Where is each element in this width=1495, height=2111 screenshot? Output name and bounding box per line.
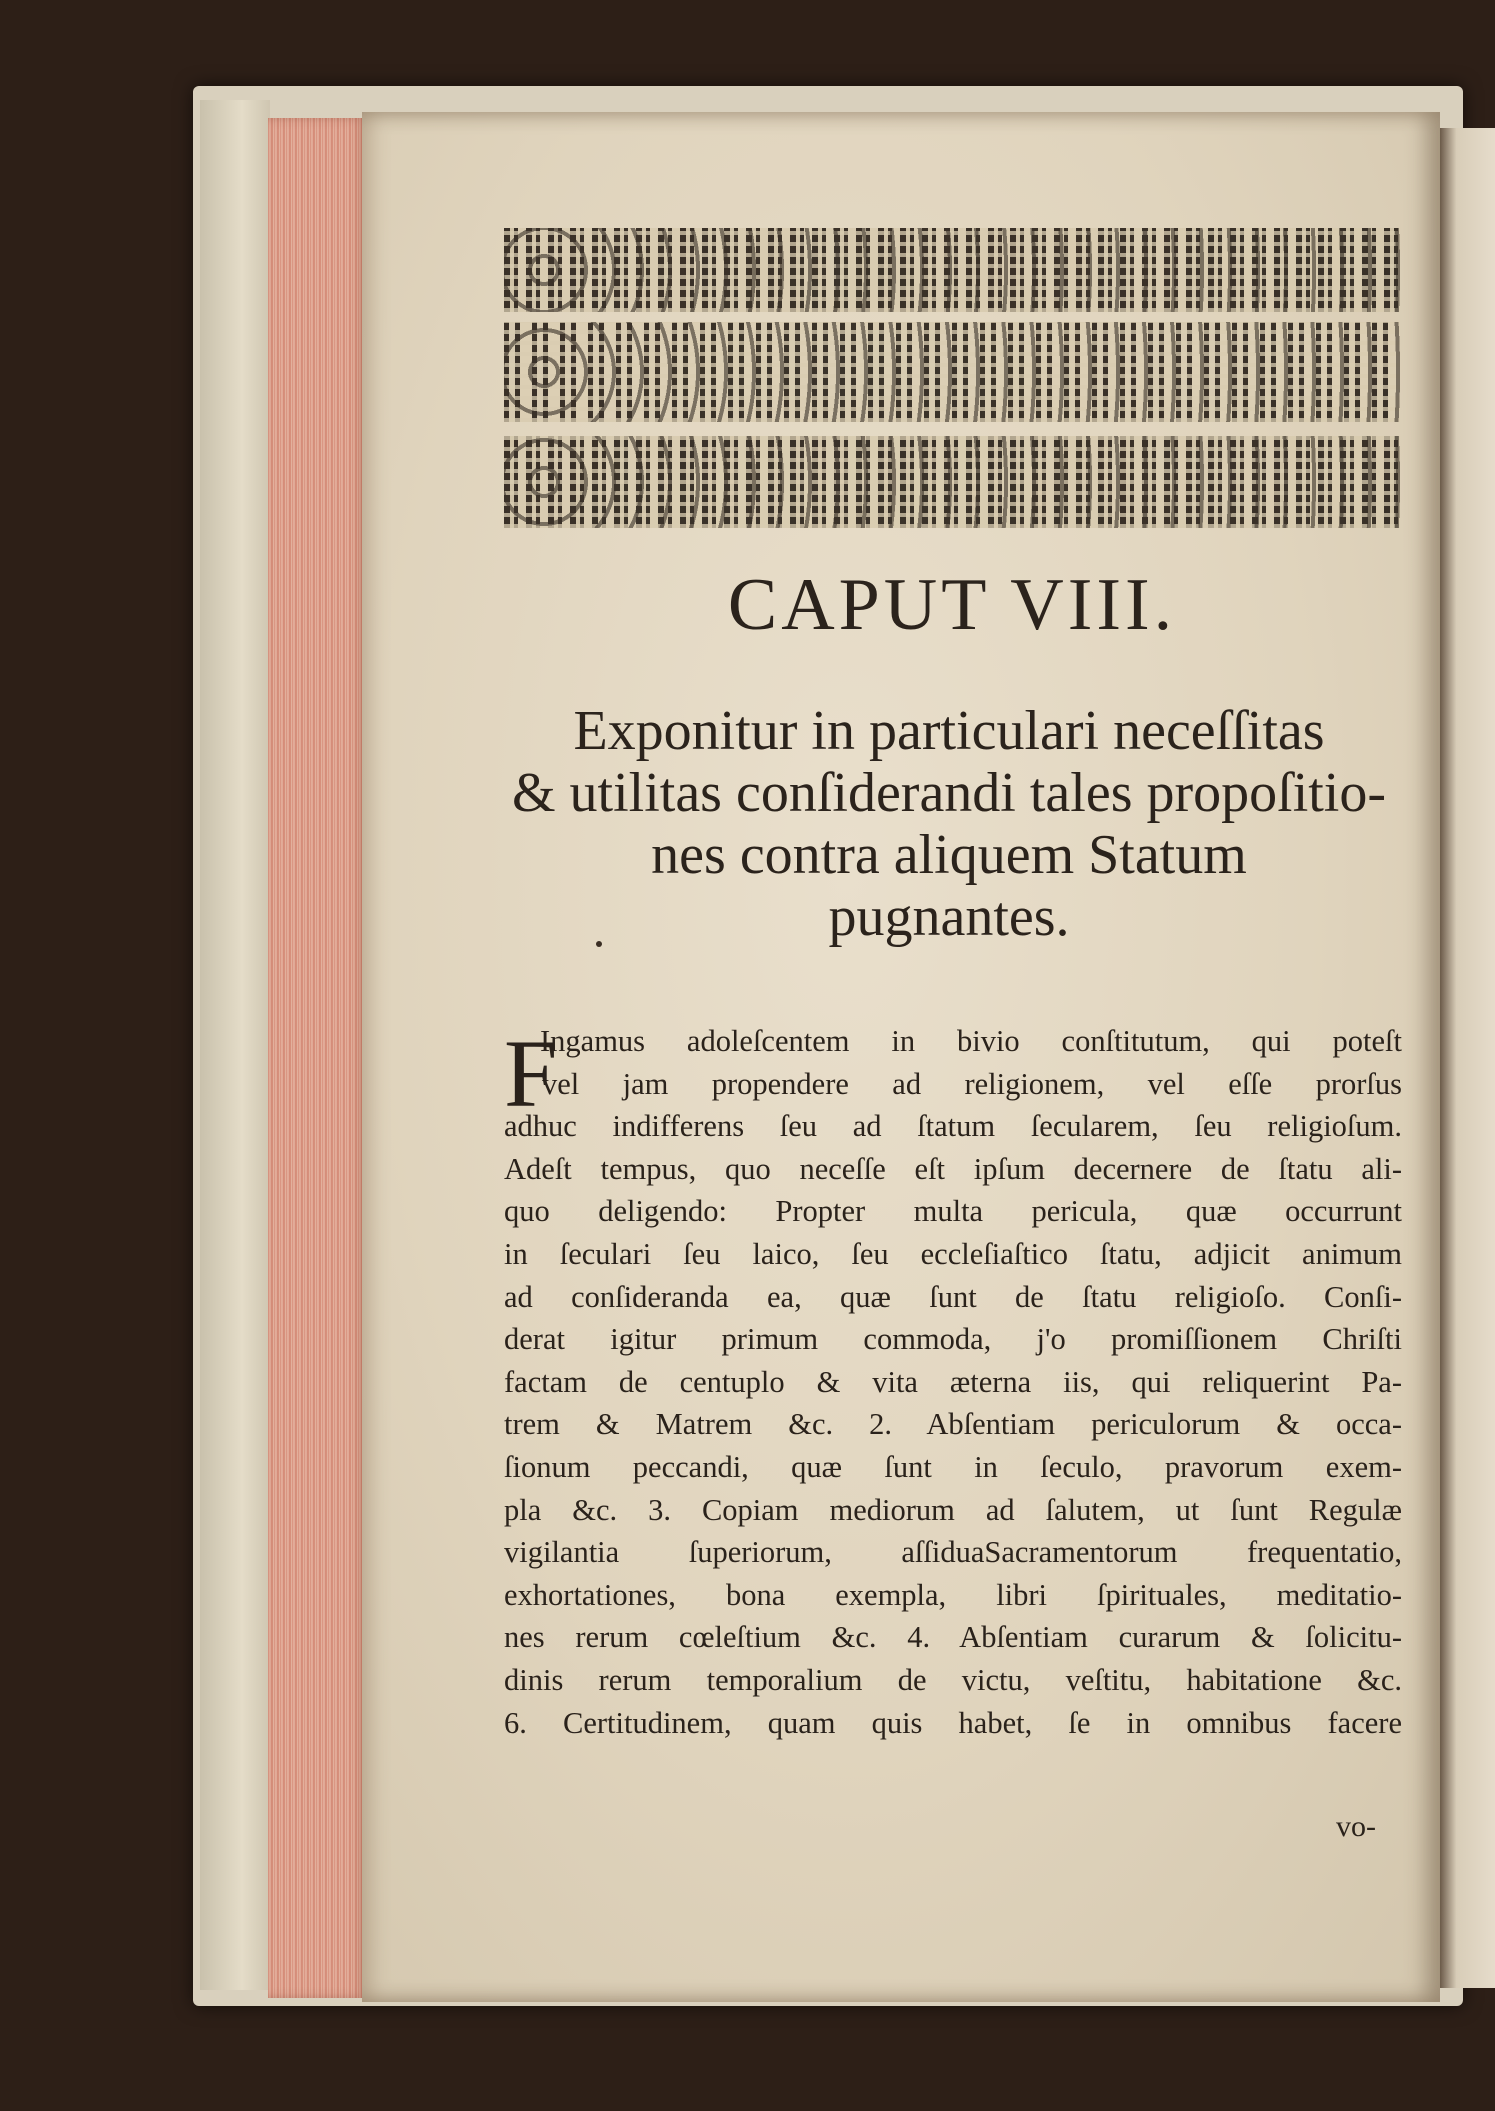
text-line: dinis rerum temporalium de victu, veſtitu, habitatione &c. [504,1662,1402,1697]
headpiece-ornament-row-3 [504,436,1400,528]
chapter-heading: CAPUT VIII. [727,564,1177,646]
text-line: trem & Matrem &c. 2. Abſentiam periculorum & occa- [504,1407,1402,1442]
title-line: & utilitas conſiderandi tales propoſitio- [511,762,1387,824]
title-line: nes contra aliquem Statum [651,824,1247,886]
text-line: pla &c. 3. Copiam mediorum ad ſalutem, ut ſunt Regulæ [504,1492,1402,1527]
red-page-edges [268,118,366,1998]
title-line: Exponitur in particulari neceſſitas [573,700,1325,762]
chapter-title [496,700,1402,948]
text-line: Adeſt tempus, quo neceſſe eſt ipſum decernere de ſtatu ali- [504,1151,1402,1186]
title-line: pugnantes. [828,886,1070,948]
text-line: ad conſideranda ea, quæ ſunt de ſtatu religioſo. Conſi- [504,1279,1402,1314]
text-line: ſionum peccandi, quæ ſunt in ſeculo, pravorum exem- [504,1449,1402,1484]
body-text [504,1020,1402,1744]
text-line: in ſeculari ſeu laico, ſeu eccleſiaſtico ſtatu, adjicit animum [504,1236,1402,1271]
text-line: vigilantia ſuperiorum, aſſiduaSacramentorum frequentatio, [504,1535,1402,1570]
text-line: vel jam propendere ad religionem, vel eſſe prorſus [542,1066,1402,1101]
text-line: nes rerum cœleſtium &c. 4. Abſentiam curarum & ſolicitu- [504,1620,1402,1655]
text-line: exhortationes, bona exempla, libri ſpirituales, meditatio- [504,1577,1402,1612]
text-line: quo deligendo: Propter multa pericula, quæ occurrunt [504,1194,1402,1229]
text-line: factam de centuplo & vita æterna iis, qui reliquerint Pa- [504,1364,1402,1399]
drop-cap: F [504,1020,558,1127]
text-line: Ingamus adoleſcentem in bivio conſtitutum, qui poteſt [540,1024,1402,1058]
headpiece-ornament-row-1 [504,228,1400,312]
catchword: vo- [1336,1810,1376,1843]
binding-fold [200,100,270,1990]
text-line: derat igitur primum commoda, j'o promiſſionem Chriſti [504,1322,1402,1357]
ink-speck [596,941,602,947]
facing-page-edge [1440,128,1495,1988]
headpiece-ornament-row-2 [504,322,1400,422]
text-line: 6. Certitudinem, quam quis habet, ſe in omnibus facere [504,1705,1402,1740]
text-line: adhuc indifferens ſeu ad ſtatum ſecularem, ſeu religioſum. [504,1109,1402,1144]
